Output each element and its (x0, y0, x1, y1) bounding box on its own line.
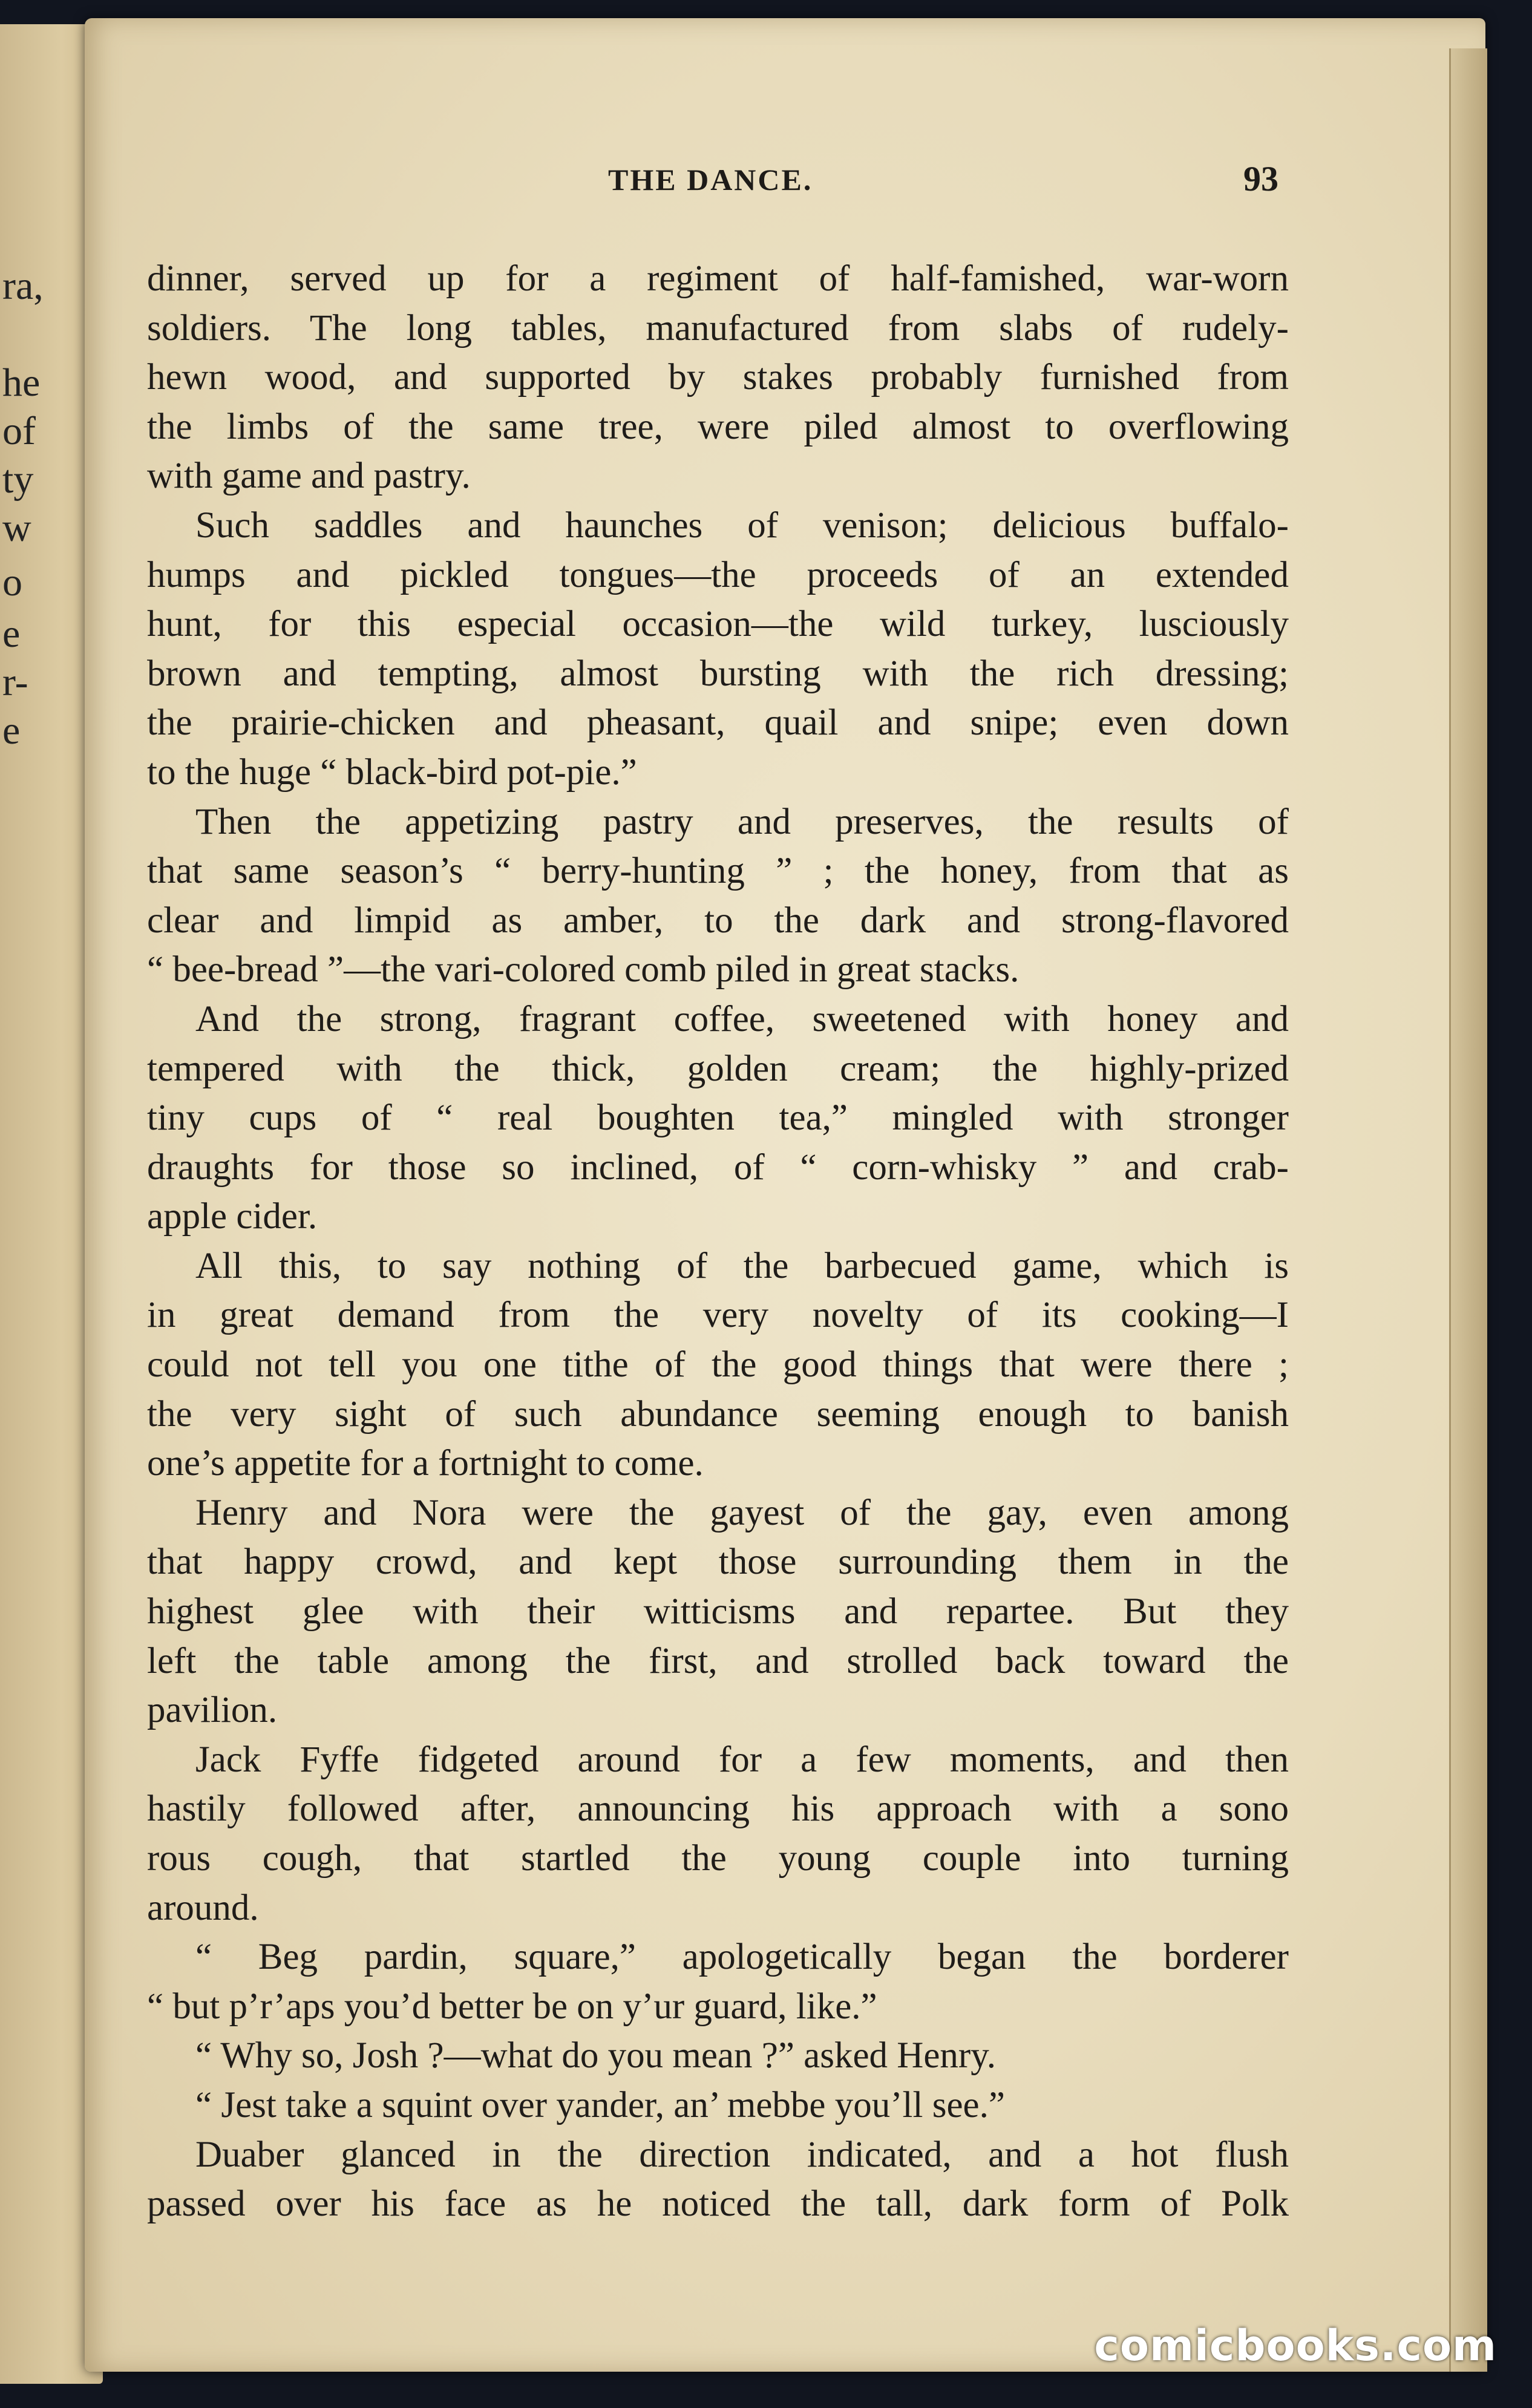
text-line: highest glee with their witticisms and repartee. But they (147, 1591, 1289, 1632)
previous-page-fragment: o (2, 560, 22, 604)
text-line: draughts for those so inclined, of “ corn-whisky ” and crab- (147, 1147, 1289, 1188)
text-line: dinner, served up for a regiment of half-famished, war-worn (147, 258, 1289, 299)
previous-page-fragment: w (2, 506, 31, 550)
text-line: passed over his face as he noticed the tall, dark form of Polk (147, 2184, 1289, 2225)
text-line: hastily followed after, announcing his approach with a sono (147, 1788, 1289, 1830)
text-line: the prairie-chicken and pheasant, quail and snipe; even down (147, 702, 1289, 744)
text-line: around. (147, 1887, 259, 1928)
previous-page-fragment: e (2, 612, 21, 656)
previous-page-fragment: e (2, 708, 21, 753)
text-line: “ bee-bread ”—the vari-colored comb piled in great stacks. (147, 949, 1020, 990)
previous-page-fragment: ty (2, 457, 34, 502)
watermark: comicbooks.com (1094, 2321, 1497, 2370)
text-line: “ Why so, Josh ?—what do you mean ?” asked Henry. (195, 2035, 997, 2076)
text-line: “ but p’r’aps you’d better be on y’ur guard, like.” (147, 1986, 877, 2027)
text-line: Then the appetizing pastry and preserves, the results of (195, 801, 1289, 842)
text-line: rous cough, that startled the young couple into turning (147, 1838, 1289, 1879)
text-line: with game and pastry. (147, 456, 471, 497)
text-line: that same season’s “ berry-hunting ” ; the honey, from that as (147, 851, 1289, 892)
text-line: in great demand from the very novelty of its cooking—I (147, 1295, 1289, 1336)
text-line: clear and limpid as amber, to the dark and strong-flavored (147, 900, 1289, 941)
text-line: All this, to say nothing of the barbecued game, which is (195, 1245, 1289, 1286)
text-line: soldiers. The long tables, manufactured from slabs of rudely- (147, 307, 1289, 348)
previous-page-fragment: r- (2, 660, 28, 704)
text-line: And the strong, fragrant coffee, sweetened with honey and (195, 998, 1289, 1039)
text-line: left the table among the first, and strolled back toward the (147, 1640, 1289, 1681)
previous-page-fragment: he (2, 361, 41, 405)
running-head: THE DANCE. (608, 163, 813, 197)
text-line: the limbs of the same tree, were piled almost to overflowing (147, 406, 1289, 447)
text-line: humps and pickled tongues—the proceeds of an extended (147, 554, 1289, 595)
text-line: “ Jest take a squint over yander, an’ mebbe you’ll see.” (195, 2084, 1005, 2125)
text-line: the very sight of such abundance seeming enough to banish (147, 1393, 1289, 1435)
text-line: that happy crowd, and kept those surrounding them in the (147, 1542, 1289, 1583)
text-line: Henry and Nora were the gayest of the gay, even among (195, 1492, 1289, 1533)
text-line: brown and tempting, almost bursting with the rich dressing; (147, 653, 1289, 694)
page-stack-edge (1449, 48, 1487, 2372)
text-line: apple cider. (147, 1196, 318, 1237)
text-line: tempered with the thick, golden cream; the highly-prized (147, 1048, 1289, 1089)
text-line: Such saddles and haunches of venison; delicious buffalo- (195, 505, 1289, 546)
text-line: hunt, for this especial occasion—the wild turkey, lusciously (147, 604, 1289, 645)
text-line: one’s appetite for a fortnight to come. (147, 1443, 704, 1484)
previous-page-fragment: ra, (2, 264, 44, 308)
text-line: hewn wood, and supported by stakes probably furnished from (147, 357, 1289, 398)
text-line: could not tell you one tithe of the good things that were there ; (147, 1344, 1289, 1386)
text-line: “ Beg pardin, square,” apologetically began the borderer (195, 1937, 1289, 1978)
text-line: Duaber glanced in the direction indicated, and a hot flush (195, 2134, 1289, 2175)
text-line: Jack Fyffe fidgeted around for a few moments, and then (195, 1739, 1289, 1780)
previous-page-fragment: of (2, 409, 36, 453)
text-line: pavilion. (147, 1690, 278, 1731)
page-number: 93 (1243, 159, 1278, 198)
body-text (147, 254, 1289, 2229)
text-line: tiny cups of “ real boughten tea,” mingled with stronger (147, 1098, 1289, 1139)
text-line: to the huge “ black-bird pot-pie.” (147, 751, 637, 793)
